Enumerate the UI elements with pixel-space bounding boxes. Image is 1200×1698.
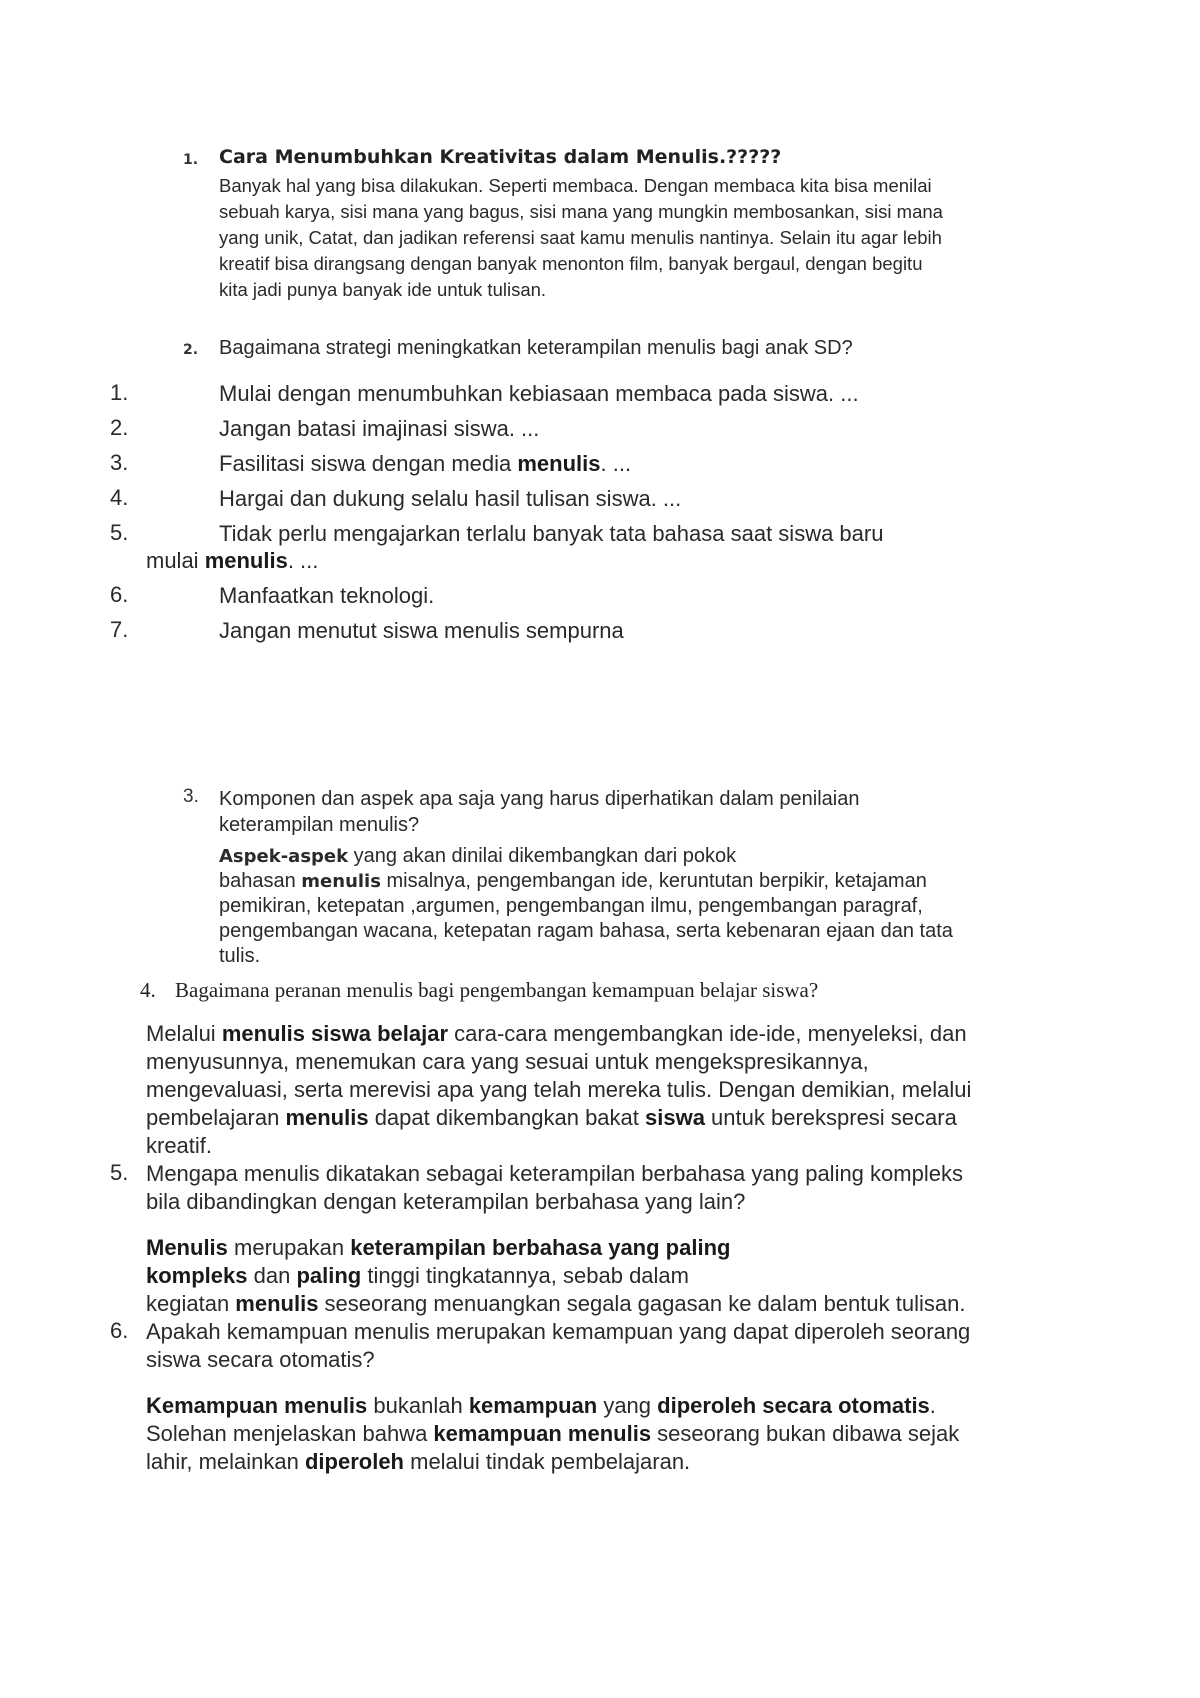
question-1-answer-line: kreatif bisa dirangsang dengan banyak menonton film, banyak bergaul, dengan begitu [219, 253, 923, 274]
text-run: lahir, melainkan [146, 1449, 305, 1474]
text-run: dan [247, 1263, 297, 1288]
bold-run: menulis siswa belajar [221, 1021, 449, 1046]
question-4-number: 4. [140, 978, 156, 1002]
text-run: merupakan [227, 1235, 351, 1260]
question-4-answer-line [146, 1104, 957, 1132]
strategy-item-number: 2. [110, 415, 129, 440]
question-3-answer-line: pemikiran, ketepatan ,argumen, pengembangan ilmu, pengembangan paragraf, [219, 895, 923, 917]
text-run: dapat dikembangkan bakat [368, 1105, 645, 1130]
question-3-number: 3. [183, 786, 199, 807]
bold-run: menulis [204, 548, 288, 573]
question-6-number: 6. [110, 1318, 129, 1343]
question-3-answer-line: pengembangan wacana, ketepatan ragam bahasa, serta kebenaran ejaan dan tata [219, 920, 953, 942]
bold-run: diperoleh [304, 1449, 404, 1474]
strategy-item-text: Hargai dan dukung selalu hasil tulisan siswa. ... [219, 486, 682, 511]
question-1-answer-line: Banyak hal yang bisa dilakukan. Seperti membaca. Dengan membaca kita bisa menilai [219, 175, 932, 196]
bold-run: Kemampuan menulis [146, 1393, 368, 1418]
strategy-item-number: 5. [110, 520, 129, 545]
bold-run: Aspek-aspek [219, 846, 349, 867]
strategy-item-number: 6. [110, 582, 129, 607]
strategy-item-number: 7. [110, 617, 129, 642]
question-3-answer-line [219, 843, 736, 870]
text-run: yang akan dinilai dikembangkan dari pokok [348, 845, 737, 867]
question-3-text: keterampilan menulis? [219, 814, 420, 836]
strategy-item-text: Tidak perlu mengajarkan terlalu banyak tata bahasa saat siswa baru [219, 521, 884, 546]
text-run: . ... [287, 548, 319, 573]
question-3-text: Komponen dan aspek apa saja yang harus diperhatikan dalam penilaian [219, 788, 860, 810]
question-3-answer-line: tulis. [219, 945, 261, 967]
text-run: cara-cara mengembangkan ide-ide, menyeleksi, dan [448, 1021, 967, 1046]
text-run: yang [597, 1393, 658, 1418]
text-run: seseorang bukan dibawa sejak [651, 1421, 960, 1446]
text-run: bahasan [219, 870, 302, 892]
text-run: misalnya, pengembangan ide, keruntutan berpikir, ketajaman [380, 870, 927, 892]
question-6-text: siswa secara otomatis? [146, 1347, 375, 1372]
question-1-title: Cara Menumbuhkan Kreativitas dalam Menulis.????? [219, 146, 782, 168]
strategy-item-number: 3. [110, 450, 129, 475]
question-6-answer-line [146, 1392, 936, 1420]
bold-run: diperoleh secara otomatis [657, 1393, 930, 1418]
question-6-answer-line [146, 1420, 959, 1448]
question-6-text: Apakah kemampuan menulis merupakan kemampuan yang dapat diperoleh seorang [146, 1319, 971, 1344]
strategy-item-text [219, 450, 631, 478]
bold-run: kemampuan menulis [433, 1421, 652, 1446]
bold-run: paling [296, 1263, 362, 1288]
text-run: kegiatan [146, 1291, 236, 1316]
question-5-answer-line [146, 1234, 730, 1262]
bold-run: menulis [285, 1105, 369, 1130]
question-1-answer-line: yang unik, Catat, dan jadikan referensi saat kamu menulis nantinya. Selain itu agar lebih [219, 227, 942, 248]
question-5-answer-line [146, 1290, 965, 1318]
question-1-answer-line: kita jadi punya banyak ide untuk tulisan. [219, 279, 547, 300]
text-run: melalui tindak pembelajaran. [404, 1449, 691, 1474]
text-run: bukanlah [367, 1393, 469, 1418]
question-5-text: bila dibandingkan dengan keterampilan berbahasa yang lain? [146, 1189, 746, 1214]
text-run: seseorang menuangkan segala gagasan ke dalam bentuk tulisan. [318, 1291, 966, 1316]
strategy-item-text: Mulai dengan menumbuhkan kebiasaan membaca pada siswa. ... [219, 381, 859, 406]
question-1-answer-line: sebuah karya, sisi mana yang bagus, sisi mana yang mungkin membosankan, sisi mana [219, 201, 943, 222]
question-4-answer-line: mengevaluasi, serta merevisi apa yang telah mereka tulis. Dengan demikian, melalui [146, 1077, 972, 1102]
strategy-item-number: 1. [110, 380, 129, 405]
question-5-number: 5. [110, 1160, 129, 1185]
text-run: . [929, 1393, 936, 1418]
question-4-text: Bagaimana peranan menulis bagi pengembangan kemampuan belajar siswa? [175, 978, 819, 1002]
bold-run: siswa [645, 1105, 705, 1130]
strategy-item-text-continued [146, 547, 318, 575]
bold-run: kemampuan [468, 1393, 598, 1418]
question-5-answer-line [146, 1262, 689, 1290]
question-4-answer-line [146, 1020, 967, 1048]
question-2-number: 2. [183, 342, 199, 358]
question-4-answer-line: menyusunnya, menemukan cara yang sesuai untuk mengekspresikannya, [146, 1049, 869, 1074]
question-2-text: Bagaimana strategi meningkatkan keterampilan menulis bagi anak SD? [219, 337, 853, 359]
bold-run: menulis [301, 871, 381, 892]
bold-run: menulis [235, 1291, 319, 1316]
strategy-item-text: Jangan batasi imajinasi siswa. ... [219, 416, 540, 441]
bold-run: keterampilan berbahasa yang paling [350, 1235, 731, 1260]
text-run: pembelajaran [146, 1105, 286, 1130]
bold-run: kompleks [146, 1263, 248, 1288]
question-5-text: Mengapa menulis dikatakan sebagai keterampilan berbahasa yang paling kompleks [146, 1161, 963, 1186]
text-run: Fasilitasi siswa dengan media [219, 451, 518, 476]
question-6-answer-line [146, 1448, 690, 1476]
text-run: mulai [146, 548, 205, 573]
question-3-answer-line [219, 868, 927, 895]
strategy-item-text: Jangan menutut siswa menulis sempurna [219, 618, 624, 643]
question-4-answer-line: kreatif. [146, 1133, 213, 1158]
bold-run: Menulis [146, 1235, 228, 1260]
strategy-item-text: Manfaatkan teknologi. [219, 583, 435, 608]
text-run: . ... [600, 451, 632, 476]
question-1-number: 1. [183, 152, 199, 168]
strategy-item-number: 4. [110, 485, 129, 510]
text-run: Melalui [146, 1021, 222, 1046]
text-run: untuk berekspresi secara [704, 1105, 957, 1130]
bold-run: menulis [517, 451, 601, 476]
text-run: Solehan menjelaskan bahwa [146, 1421, 434, 1446]
text-run: tinggi tingkatannya, sebab dalam [361, 1263, 689, 1288]
